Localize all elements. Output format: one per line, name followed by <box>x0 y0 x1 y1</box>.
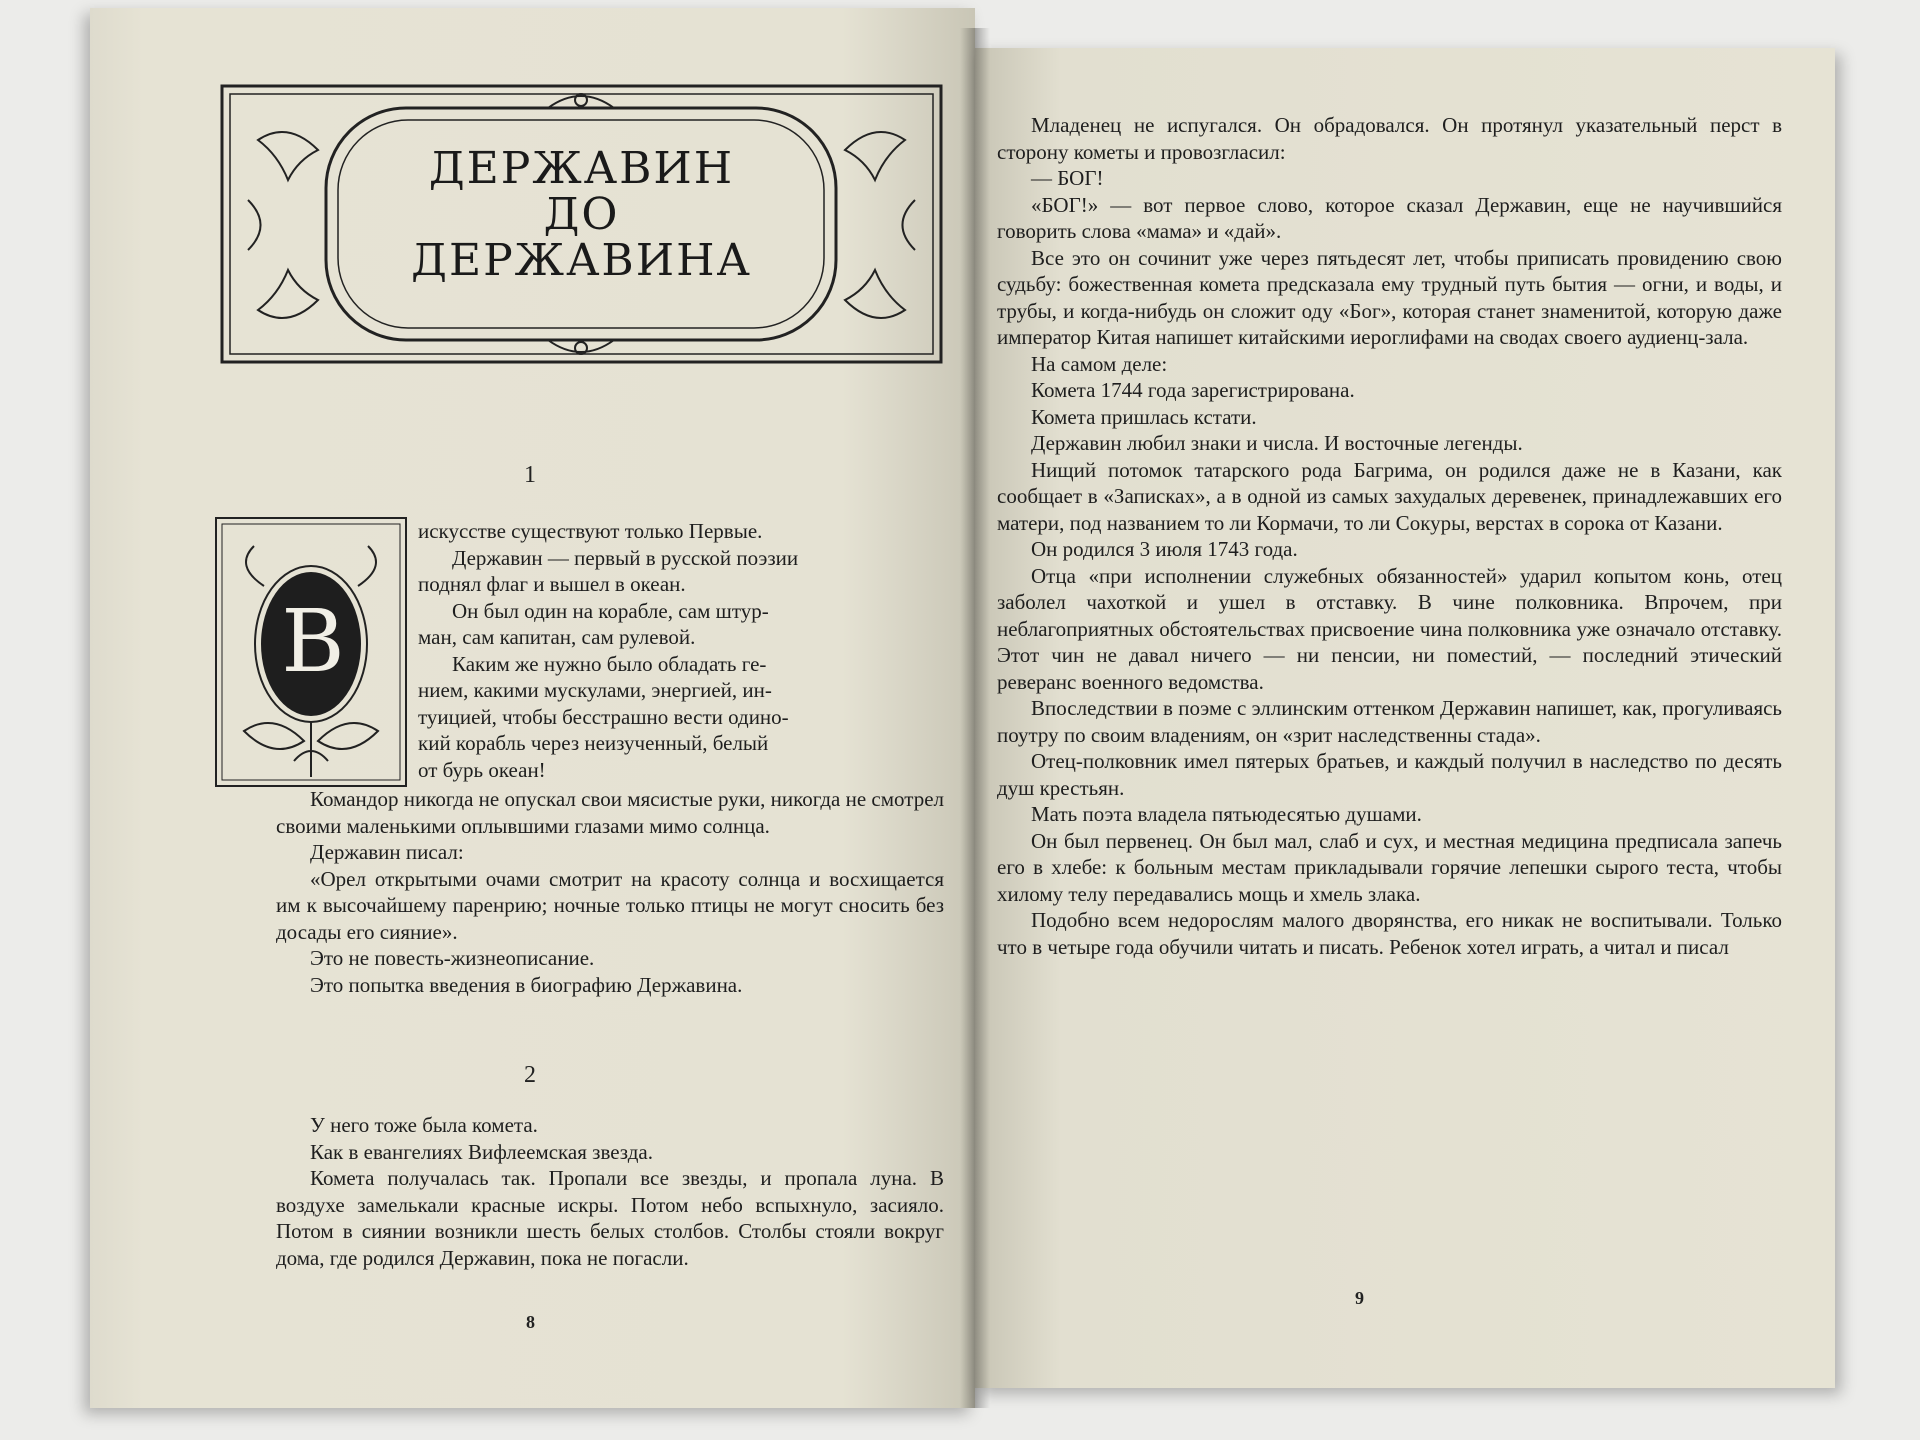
paragraph: Это попытка введения в биографию Державина. <box>310 972 743 997</box>
paragraph: Мать поэта владела пятьюдесятью душами. <box>1031 802 1422 826</box>
text-line: от бурь океан! <box>418 757 546 782</box>
paragraph: Державин писал: <box>310 840 464 864</box>
paragraph: Как в евангелиях Вифлеемская звезда. <box>310 1139 653 1164</box>
paragraph: Отца «при исполнении служебных обязанностей» ударил копытом конь, отец заболел чахоткой и ушел в отставку. В чине полковника. Впрочем, при неблагоприятных обстоятельствах присвоение чина полковника уже означало отставку. Этот чин не давал ничего — ни пенсии, ни поместий, — последний этический реверанс военного ведомства. <box>997 563 1782 694</box>
paragraph: На самом деле: <box>1031 351 1168 376</box>
paragraph: Комета 1744 года зарегистрирована. <box>1031 378 1355 402</box>
text-line: кий корабль через неизученный, белый <box>418 731 769 755</box>
page-number: 9 <box>1355 1288 1364 1308</box>
paragraph: Комета получалась так. Пропали все звезды, и пропала луна. В воздухе замелькали красные искры. Потом небо вспыхнуло, засияло. Потом в сиянии возникли шесть белых столбов. Столбы стояли вокруг дома, где родился Державин, пока не погасли. <box>276 1166 944 1270</box>
paragraph: Отец-полковник имел пятерых братьев, и каждый получил в наследство по десять душ крестьян. <box>997 749 1782 800</box>
right-page-body <box>997 112 1782 960</box>
chapter-title <box>218 143 945 286</box>
left-page <box>90 8 975 1408</box>
paragraph: Подобно всем недорослям малого дворянства, его никак не воспитывали. Только что в четыре года обучили читать и писать. Ребенок хотел играть, а читал и писал <box>997 908 1782 959</box>
paragraph: Нищий потомок татарского рода Багрима, он родился даже не в Казани, как сообщает в «Записках», а в одной из самых захудалых деревенек, принадлежавших его матери, под названием то ли Кормачи, то ли Сокуры, верстах в сорока от Казани. <box>997 457 1782 535</box>
paragraph: Державин любил знаки и числа. И восточные легенды. <box>1031 431 1523 455</box>
paragraph: У него тоже была комета. <box>310 1113 538 1137</box>
section-1-body <box>276 786 944 998</box>
paragraph: Он родился 3 июля 1743 года. <box>1031 537 1298 561</box>
dropcap-paragraph <box>418 518 944 783</box>
section-number: 2 <box>524 1062 536 1088</box>
paragraph: Он был первенец. Он был мал, слаб и сух, и местная медицина предписала запечь его в хлебе: к больным местам прикладывали горячие лепешки сырого теста, чтобы хилому телу передавались мощь и хмель злака. <box>997 828 1782 906</box>
right-page <box>975 48 1835 1388</box>
text-line: туицией, чтобы бесстрашно вести одино- <box>418 704 789 729</box>
text-line: нием, какими мускулами, энергией, ин- <box>418 678 772 702</box>
paragraph: Комета пришлась кстати. <box>1031 404 1257 429</box>
chapter-title-line: ДЕРЖАВИН <box>428 143 735 194</box>
paragraph: Это не повесть-жизнеописание. <box>310 946 595 970</box>
paragraph: Все это он сочинит уже через пятьдесят лет, чтобы приписать провидению свою судьбу: божественная комета предсказала ему трудный путь бытия — огни, и воды, и трубы, и когда-нибудь он сложит оду «Бог», которая станет знаменитой, которую даже император Китая напишет китайскими иероглифами на сводах своего аудиенц-зала. <box>997 245 1782 349</box>
open-book <box>60 8 1860 1428</box>
dropcap-ornament <box>214 516 408 788</box>
text-line: Державин — первый в русской поэзии <box>452 545 799 570</box>
text-line: поднял флаг и вышел в океан. <box>418 572 686 596</box>
paragraph: «БОГ!» — вот первое слово, которое сказал Державин, еще не научившийся говорить слова «мама» и «дай». <box>997 192 1782 243</box>
section-number: 1 <box>524 462 536 488</box>
text-line: Каким же нужно было обладать ге- <box>452 651 767 676</box>
chapter-title-line: ДЕРЖАВИНА <box>411 235 752 286</box>
text-line: Он был один на корабле, сам штур- <box>452 598 769 623</box>
text-line: ман, сам капитан, сам рулевой. <box>418 625 696 649</box>
dropcap-letter: В <box>281 592 345 692</box>
section-2-body <box>276 1112 944 1271</box>
chapter-title-frame <box>218 80 945 370</box>
paragraph: — БОГ! <box>1031 166 1104 190</box>
book-gutter <box>960 28 990 1408</box>
paragraph: Младенец не испугался. Он обрадовался. Он протянул указательный перст в сторону кометы и провозгласил: <box>997 113 1782 164</box>
page-number: 8 <box>526 1312 535 1332</box>
paragraph: «Орел открытыми очами смотрит на красоту солнца и восхищается им к высочайшему паренрию; ночные только птицы не могут сносить без досады его сияние». <box>276 866 944 944</box>
chapter-title-line: ДО <box>543 189 620 240</box>
paragraph: Впоследствии в поэме с эллинским оттенком Державин напишет, как, прогуливаясь поутру по своим владениям, он «зрит наследственны стада». <box>997 696 1782 747</box>
text-line: искусстве существуют только Первые. <box>418 519 763 543</box>
paragraph: Командор никогда не опускал свои мясистые руки, никогда не смотрел своими маленькими оплывшими глазами мимо солнца. <box>276 787 944 838</box>
